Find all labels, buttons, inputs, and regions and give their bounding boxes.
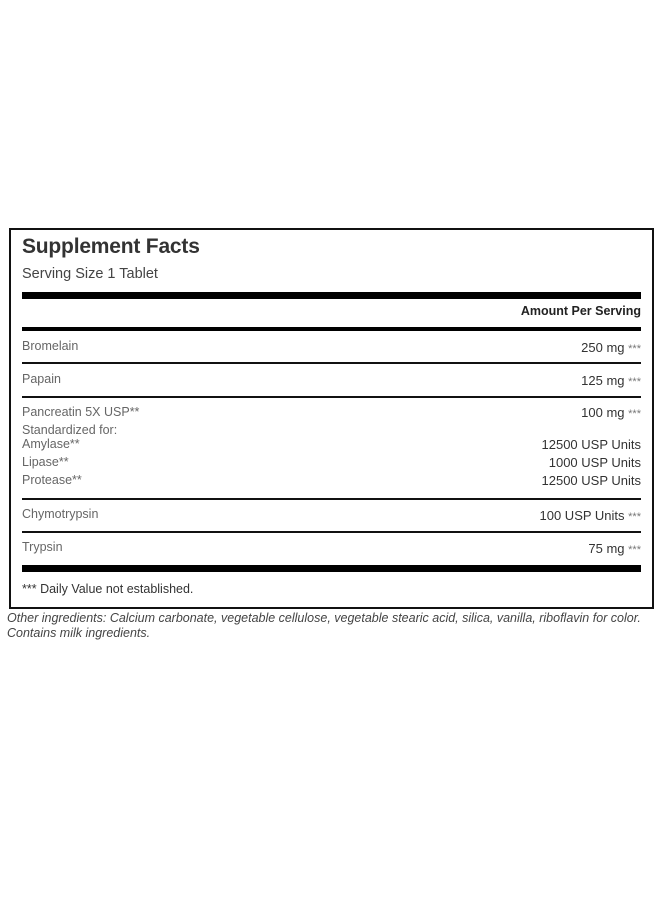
- ingredient-amount-trypsin: [588, 540, 641, 559]
- dv-marker: ***: [628, 511, 641, 523]
- amount-value: 75 mg: [588, 541, 625, 556]
- daily-value-footnote: *** Daily Value not established.: [22, 582, 194, 596]
- ingredient-amount-chymotrypsin: [540, 507, 642, 526]
- dv-marker: ***: [628, 343, 641, 355]
- ingredient-name-amylase: Amylase**: [22, 437, 80, 451]
- amount-per-serving-header: Amount Per Serving: [520, 304, 641, 318]
- ingredient-name-pancreatin: Pancreatin 5X USP**: [22, 405, 140, 419]
- standardized-for-label: Standardized for:: [22, 423, 118, 437]
- row-divider: [22, 362, 641, 364]
- ingredient-name-protease: Protease**: [22, 473, 82, 487]
- ingredient-name-papain: Papain: [22, 372, 61, 386]
- thick-divider-bottom: [22, 565, 641, 572]
- amount-value: 125 mg: [581, 373, 625, 388]
- header-divider: [22, 327, 641, 331]
- row-divider: [22, 498, 641, 500]
- serving-size: Serving Size 1 Tablet: [22, 266, 158, 282]
- amount-value: 250 mg: [581, 340, 625, 355]
- ingredient-name-chymotrypsin: Chymotrypsin: [22, 507, 99, 521]
- ingredient-amount-pancreatin: [581, 404, 641, 423]
- panel-title: Supplement Facts: [22, 235, 200, 258]
- ingredient-amount-papain: [581, 372, 641, 391]
- amount-value: 100 USP Units: [539, 508, 625, 523]
- supplement-facts-panel: [9, 228, 654, 609]
- ingredient-name-bromelain: Bromelain: [22, 339, 79, 353]
- ingredient-amount-amylase: 12500 USP Units: [541, 437, 641, 452]
- ingredient-amount-protease: 12500 USP Units: [541, 473, 641, 488]
- other-ingredients: Other ingredients: Calcium carbonate, vegetable cellulose, vegetable stearic acid, silica, vanilla, riboflavin for color. Contains milk ingredients.: [7, 611, 641, 640]
- ingredient-amount-lipase: 1000 USP Units: [548, 455, 641, 470]
- amount-value: 100 mg: [581, 405, 625, 420]
- dv-marker: ***: [628, 376, 641, 388]
- ingredient-amount-bromelain: [581, 339, 641, 358]
- thick-divider-top: [22, 292, 641, 299]
- dv-marker: ***: [628, 544, 641, 556]
- ingredient-name-trypsin: Trypsin: [22, 540, 63, 554]
- ingredient-name-lipase: Lipase**: [22, 455, 69, 469]
- dv-marker: ***: [628, 408, 641, 420]
- row-divider: [22, 531, 641, 533]
- row-divider: [22, 396, 641, 398]
